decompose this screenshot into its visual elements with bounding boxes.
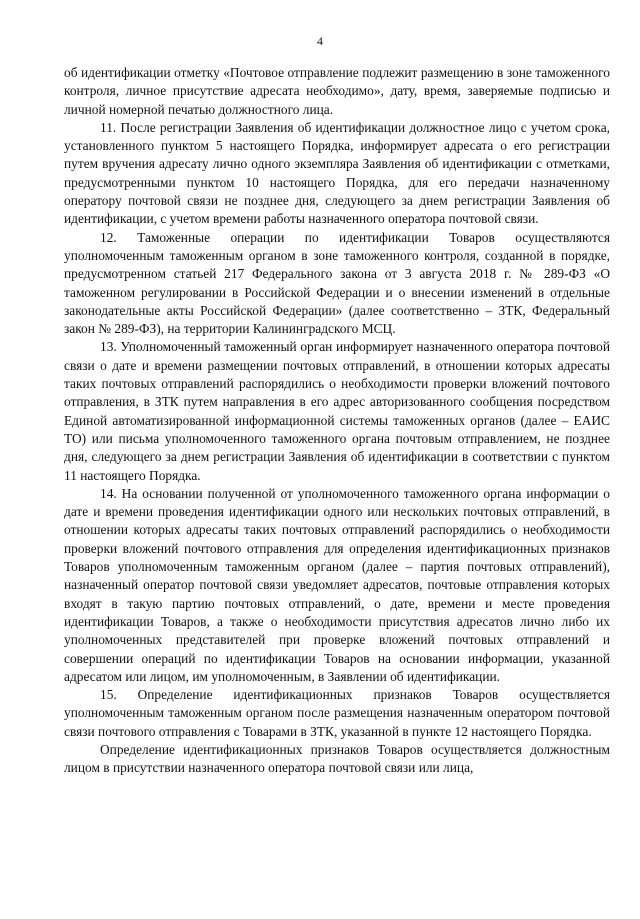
paragraph-14: 14. На основании полученной от уполномоченного таможенного органа информации о дате и времени проведения идентификации одного или нескольких почтовых отправлений, в отношении которых адресаты таких почтовых отправлений распорядились о необходимости проверки вложений почтового отправления для определения идентификационных признаков Товаров уполномоченным таможенным органом (далее – партия почтовых отправлений), назначенный оператор почтовой связи уведомляет адресатов, почтовые отправления которых входят в такую партию почтовых отправлений, о дате, времени и месте проведения идентификации Товаров, а также о необходимости присутствия адресатов лично либо их уполномоченных представителей при проверке вложений почтовых отправлений и совершении операций по идентификации Товаров на основании информации, указанной адресатом или лицом, им уполномоченным, в Заявлении об идентификации. — [64, 485, 610, 684]
paragraph-15-continued: Определение идентификационных признаков Товаров осуществляется должностным лицом в присутствии назначенного оператора почтовой связи или лица, — [64, 741, 610, 776]
page-number: 4 — [317, 34, 323, 48]
paragraph-continuation: об идентификации отметку «Почтовое отправление подлежит размещению в зоне таможенного контроля, личное присутствие адресата необходимо», дату, время, заверяемые подписью и личной номерной печатью должностного лица. — [64, 65, 610, 117]
paragraph-15: 15. Определение идентификационных признаков Товаров осуществляется уполномоченным таможенным органом после размещения назначенным оператором почтовой связи почтового отправления с Товарами в ЗТК, указанной в пункте 12 настоящего Порядка. — [64, 687, 610, 739]
paragraph-13: 13. Уполномоченный таможенный орган информирует назначенного оператора почтовой связи о дате и времени размещении почтовых отправлений, в отношении которых адресаты таких почтовых отправлений распорядились о необходимости проверки вложений почтового отправления, в ЗТК путем направления в его адрес авторизованного сообщения посредством Единой автоматизированной информационной системы таможенных органов (далее – ЕАИС ТО) или письма уполномоченного таможенного органа почтовым отправлением, не позднее дня, следующего за днем регистрации Заявления об идентификации в соответствии с пунктом 11 настоящего Порядка. — [64, 339, 610, 483]
paragraph-12: 12. Таможенные операции по идентификации Товаров осуществляются уполномоченным таможенным органом в зоне таможенного контроля, созданной в порядке, предусмотренном статьей 217 Федерального закона от 3 августа 2018 г. № 289-ФЗ «О таможенном регулировании в Российской Федерации и о внесении изменений в отдельные законодательные акты Российской Федерации» (далее соответственно – ЗТК, Федеральный закон № 289-ФЗ), на территории Калининградского МСЦ. — [64, 229, 610, 337]
paragraph-11: 11. После регистрации Заявления об идентификации должностное лицо с учетом срока, установленного пунктом 5 настоящего Порядка, информирует адресата о его регистрации путем вручения адресату лично одного экземпляра Заявления об идентификации с отметками, предусмотренными пунктом 10 настоящего Порядка, для его передачи назначенному оператору почтовой связи не позднее дня, следующего за днем регистрации Заявления об идентификации, с учетом времени работы назначенного оператора почтовой связи. — [64, 119, 610, 227]
document-body — [64, 64, 610, 778]
